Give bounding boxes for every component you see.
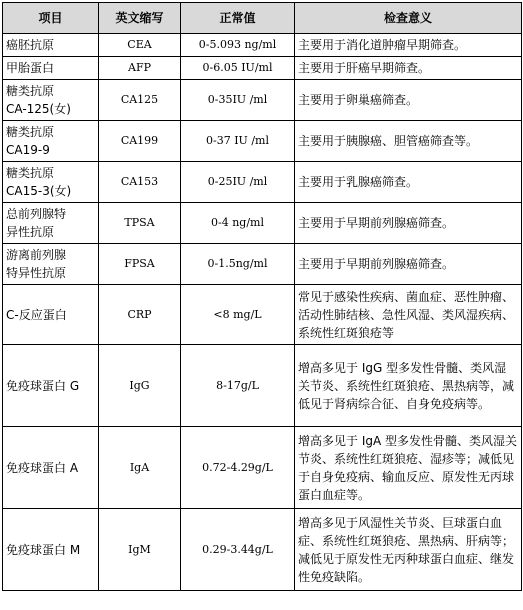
- item-abbreviation: IgG: [99, 345, 181, 427]
- item-significance: 主要用于早期前列腺癌筛查。: [295, 203, 522, 244]
- item-abbreviation: TPSA: [99, 203, 181, 244]
- item-name: 总前列腺特 异性抗原: [3, 203, 99, 244]
- lab-reference-table-wrapper: [2, 2, 522, 591]
- table-row: [3, 203, 522, 244]
- header-abbreviation: 英文缩写: [99, 3, 181, 34]
- table-row: [3, 509, 522, 591]
- header-significance: 检查意义: [295, 3, 522, 34]
- item-abbreviation: FPSA: [99, 244, 181, 285]
- item-abbreviation: IgA: [99, 427, 181, 509]
- item-significance: 主要用于胰腺癌、胆管癌筛查等。: [295, 121, 522, 162]
- item-significance: 增高多见于风湿性关节炎、巨球蛋白血症、系统性红斑狼疮、黑热病、肝病等；减低见于原发性无丙种球蛋白血症、继发性免疫缺陷。: [295, 509, 522, 591]
- item-significance: 主要用于乳腺癌筛查。: [295, 162, 522, 203]
- item-abbreviation: CA199: [99, 121, 181, 162]
- header-normal-value: 正常值: [181, 3, 295, 34]
- item-normal-range: 0-5.093 ng/ml: [181, 34, 295, 57]
- item-name: 甲胎蛋白: [3, 57, 99, 80]
- item-abbreviation: CA153: [99, 162, 181, 203]
- item-normal-range: 0.72-4.29g/L: [181, 427, 295, 509]
- item-normal-range: 0-6.05 IU/ml: [181, 57, 295, 80]
- item-normal-range: 0.29-3.44g/L: [181, 509, 295, 591]
- lab-reference-table: [2, 2, 522, 591]
- item-significance: 增高多见于 IgG 型多发性骨髓、类风湿关节炎、系统性红斑狼疮、黑热病等，减低见于肾病综合征、自身免疫病等。: [295, 345, 522, 427]
- item-normal-range: <8 mg/L: [181, 285, 295, 345]
- table-row: [3, 80, 522, 121]
- header-item: 项目: [3, 3, 99, 34]
- item-name: 癌胚抗原: [3, 34, 99, 57]
- item-abbreviation: CA125: [99, 80, 181, 121]
- item-name: 糖类抗原 CA-125(女): [3, 80, 99, 121]
- item-abbreviation: CEA: [99, 34, 181, 57]
- table-row: [3, 162, 522, 203]
- item-normal-range: 0-25IU /ml: [181, 162, 295, 203]
- table-row: [3, 345, 522, 427]
- table-row: [3, 427, 522, 509]
- item-significance: 主要用于卵巢癌筛查。: [295, 80, 522, 121]
- item-abbreviation: CRP: [99, 285, 181, 345]
- item-significance: 常见于感染性疾病、菌血症、恶性肿瘤、活动性肺结核、急性风湿、类风湿疾病、系统性红斑狼疮等: [295, 285, 522, 345]
- item-name: 糖类抗原 CA15-3(女): [3, 162, 99, 203]
- table-row: [3, 34, 522, 57]
- item-significance: 主要用于肝癌早期筛查。: [295, 57, 522, 80]
- item-abbreviation: AFP: [99, 57, 181, 80]
- item-normal-range: 8-17g/L: [181, 345, 295, 427]
- table-row: [3, 121, 522, 162]
- item-abbreviation: IgM: [99, 509, 181, 591]
- item-normal-range: 0-1.5ng/ml: [181, 244, 295, 285]
- item-name: 免疫球蛋白 G: [3, 345, 99, 427]
- item-name: 免疫球蛋白 A: [3, 427, 99, 509]
- item-name: 糖类抗原 CA19-9: [3, 121, 99, 162]
- item-significance: 增高多见于 IgA 型多发性骨髓、类风湿关节炎、系统性红斑狼疮、湿疹等；减低见于自身免疫病、输血反应、原发性无丙球蛋白血症等。: [295, 427, 522, 509]
- table-row: [3, 57, 522, 80]
- table-row: [3, 285, 522, 345]
- item-name: C-反应蛋白: [3, 285, 99, 345]
- item-normal-range: 0-37 IU /ml: [181, 121, 295, 162]
- item-name: 游离前列腺 特异性抗原: [3, 244, 99, 285]
- table-row: [3, 244, 522, 285]
- item-normal-range: 0-4 ng/ml: [181, 203, 295, 244]
- header-row: [3, 3, 522, 34]
- item-name: 免疫球蛋白 M: [3, 509, 99, 591]
- item-significance: 主要用于消化道肿瘤早期筛查。: [295, 34, 522, 57]
- item-normal-range: 0-35IU /ml: [181, 80, 295, 121]
- item-significance: 主要用于早期前列腺癌筛查。: [295, 244, 522, 285]
